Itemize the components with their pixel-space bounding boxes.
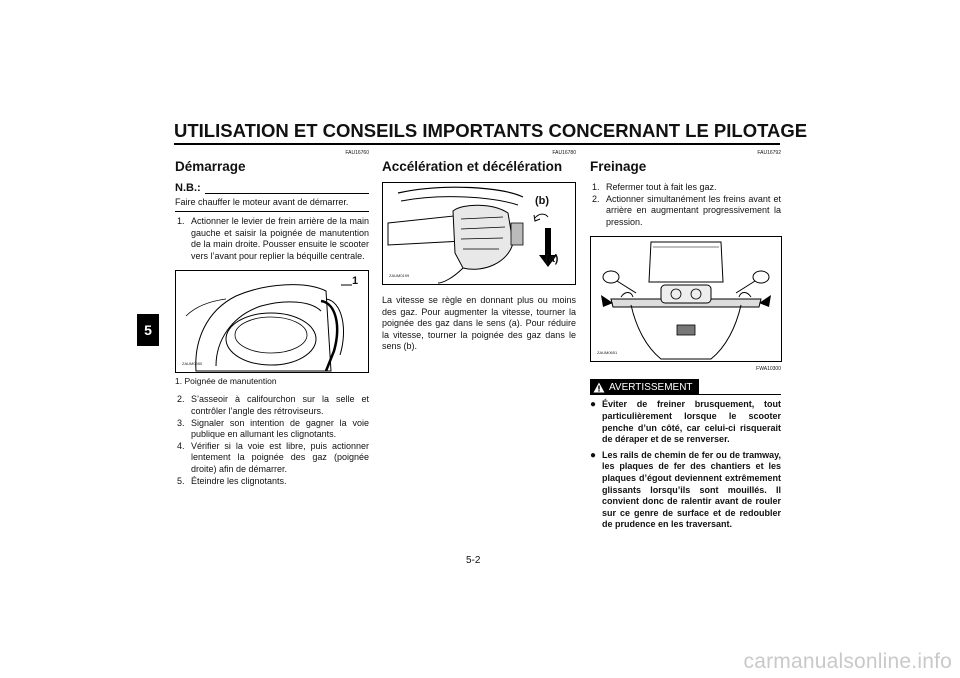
page-number: 5-2 (466, 555, 481, 566)
figure-code: ZAUM0650 (182, 361, 203, 367)
warning-label: AVERTISSEMENT (609, 381, 693, 393)
warning-item: ● Les rails de chemin de fer ou de tramway, les plaques de fer des chantiers et les plaques d’égout deviennent extrêmement glissants lorsqu’ils sont mouillés. Il convient donc de ralentir avant de rouler sur ce genre de surface et de redoubler de prudence en les traversant. (590, 449, 781, 530)
watermark: carmanualsonline.info (743, 650, 952, 673)
column-demarrage (175, 148, 369, 487)
figure-code: ZAUM0199 (389, 273, 410, 278)
page-header-title: UTILISATION ET CONSEILS IMPORTANTS CONCERNANT LE PILOTAGE (174, 120, 808, 141)
nb-rule (205, 185, 369, 194)
header-rule (174, 143, 780, 145)
figure-brakes (590, 236, 782, 362)
figure-throttle (382, 182, 576, 285)
section-code: FAU16780 (552, 150, 576, 156)
throttle-paragraph: La vitesse se règle en donnant plus ou moins des gaz. Pour augmenter la vitesse, tourner la poignée des gaz dans le sens (a). Pour réduire la vitesse, tourner la poignée des gaz dans le sens (b). (382, 295, 576, 352)
figure-caption: 1. Poignée de manutention (175, 376, 277, 387)
list-item: 2. S’asseoir à califourchon sur la selle et contrôler l’angle des rétroviseurs. (177, 394, 369, 416)
chapter-tab: 5 (137, 314, 159, 346)
label-direction-a: (a) (545, 253, 559, 265)
list-item: 2. Actionner simultanément les freins avant et arrière en augmentant progressivement la pression. (592, 193, 781, 227)
section-code: FAU16792 (757, 150, 781, 156)
figure-callout: 1 (352, 275, 359, 288)
section-title: Démarrage (175, 159, 246, 174)
nb-block (175, 182, 369, 194)
steps-list (175, 216, 369, 262)
column-freinage (590, 148, 781, 531)
section-title: Accélération et décélération (382, 159, 563, 174)
bullet-icon: ● (590, 449, 597, 461)
figure-handle (175, 270, 369, 373)
list-item: 5. Éteindre les clignotants. (177, 475, 287, 486)
list-item: 3. Signaler son intention de gagner la voie publique en allumant les clignotants. (177, 417, 369, 440)
warning-header (590, 379, 781, 395)
bullet-icon: ● (590, 399, 597, 411)
warning-item: ● Éviter de freiner brusquement, tout particulièrement lorsque le scooter penche d’un côté, car celui-ci risquerait de déraper et de se renverser. (590, 399, 781, 445)
steps-list-continued (175, 394, 369, 487)
warning-code: FWA10300 (756, 366, 781, 373)
scooter-seat-illustration (176, 271, 368, 372)
figure-code: ZAUM0651 (597, 350, 618, 356)
nb-text: Faire chauffer le moteur avant de démarrer. (175, 197, 369, 212)
label-direction-b: (b) (535, 195, 550, 207)
list-item: 1. Refermer tout à fait les gaz. (592, 182, 717, 192)
warning-rule (699, 386, 781, 395)
warning-triangle-icon (593, 382, 605, 393)
list-item: 1. Actionner le levier de frein arrière de la main gauche et saisir la poignée de manutention de la main droite. Pousser ensuite le scooter vers l’avant pour replier la béquille centrale. (177, 216, 369, 261)
steps-list (590, 182, 781, 228)
section-title: Freinage (590, 159, 647, 174)
nb-label: N.B.: (175, 182, 201, 194)
section-code: FAU16760 (345, 150, 369, 156)
scooter-front-illustration (591, 237, 781, 361)
column-acceleration (382, 148, 576, 353)
list-item: 4. Vérifier si la voie est libre, puis actionner lentement la poignée des gaz (poignée droite) afin de démarrer. (177, 440, 369, 474)
warning-badge (590, 379, 699, 395)
